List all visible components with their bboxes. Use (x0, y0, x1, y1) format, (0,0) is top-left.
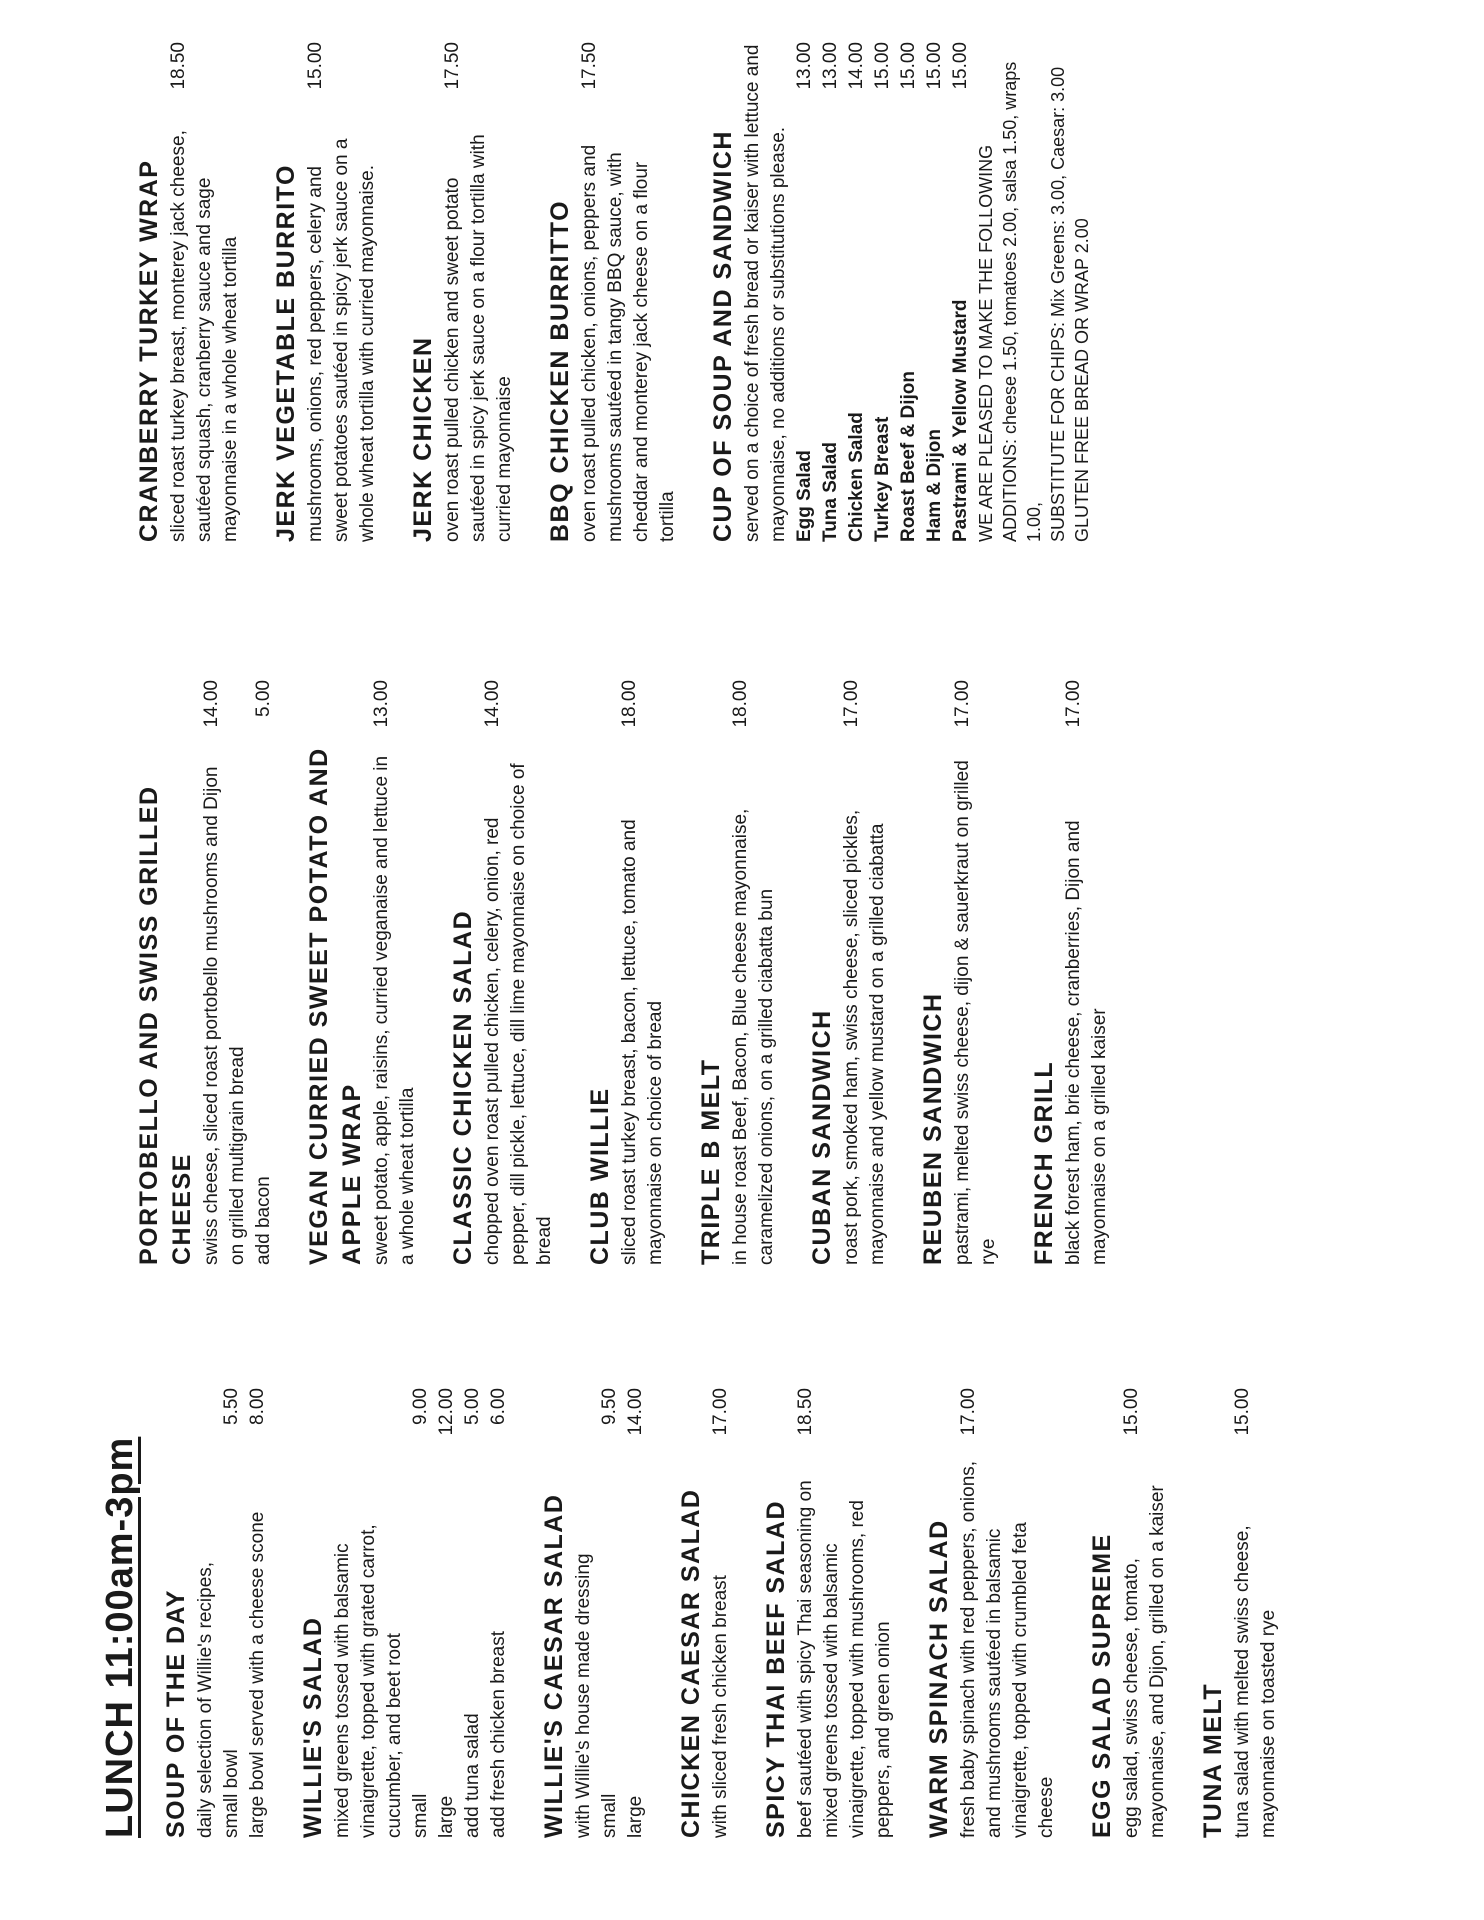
menu-item-description: add fresh chicken breast (488, 1630, 509, 1838)
menu-item-name: CRANBERRY TURKEY WRAP (135, 159, 163, 542)
menu-item (1028, 680, 1113, 1265)
menu-item-line (617, 680, 669, 1265)
menu-item-line (1230, 1388, 1282, 1838)
menu-item-name: WILLIE'S SALAD (299, 1616, 327, 1838)
menu-item-line (623, 1388, 649, 1838)
menu-note: GLUTEN FREE BREAD OR WRAP 2.00 (1072, 218, 1092, 542)
menu-item-description: in house roast Beef, Bacon, Blue cheese mayonnaise, caramelized onions, on a grilled ciabatta bun (730, 808, 777, 1265)
menu-item-price: 8.00 (247, 1388, 268, 1425)
menu-item (917, 680, 1002, 1265)
menu-item-line (369, 680, 421, 1265)
menu-item-price: 15.00 (1121, 1388, 1142, 1436)
menu-item-name: JERK CHICKEN (409, 336, 437, 542)
menu-item-description: chopped oven roast pulled chicken, celery, onion, red pepper, dill pickle, lettuce, dill lime mayonnaise on choice of bread (482, 763, 555, 1265)
menu-item-price: 9.50 (599, 1388, 620, 1425)
menu-item-name: WILLIE'S CAESAR SALAD (540, 1493, 568, 1838)
sandwich-option (870, 42, 896, 542)
sandwich-option-price: 15.00 (950, 42, 971, 90)
menu-item (447, 680, 558, 1265)
menu-item-description: small (599, 1793, 620, 1838)
menu-item-price: 17.50 (442, 42, 463, 90)
menu-item-price: 18.50 (168, 42, 189, 90)
menu-item-line (839, 680, 891, 1265)
menu-item-price: 17.00 (841, 680, 862, 728)
menu-item-description: egg salad, swiss cheese, tomato, mayonnaise, and Dijon, grilled on a kaiser (1121, 1485, 1168, 1838)
menu-item-description: large bowl served with a cheese scone (247, 1511, 268, 1838)
menu-item-description: small (410, 1793, 431, 1838)
menu-item-name: SOUP OF THE DAY (162, 1589, 190, 1838)
menu-item-description: daily selection of Willie's recipes, (195, 1561, 216, 1838)
menu-item-description: large (625, 1795, 646, 1838)
menu-item-description: add tuna salad (462, 1713, 483, 1838)
menu-item-name: CLUB WILLIE (586, 1087, 614, 1265)
menu-item-name: CUBAN SANDWICH (808, 1009, 836, 1265)
menu-item (806, 680, 891, 1265)
menu-item-name: FRENCH GRILL (1030, 1060, 1058, 1265)
menu-item-price: 9.00 (410, 1388, 431, 1425)
menu-item-price: 18.00 (619, 680, 640, 728)
menu-item-line (486, 1388, 512, 1838)
menu-item-line (597, 1388, 623, 1838)
sandwich-option-price: 13.00 (794, 42, 815, 90)
menu-item-name: REUBEN SANDWICH (919, 992, 947, 1265)
sandwich-option (896, 42, 922, 542)
page-title: LUNCH 11:00am-3pm (99, 1436, 141, 1838)
menu-item-line (728, 680, 780, 1265)
menu-item-price: 14.00 (482, 680, 503, 728)
menu-item-name: CUP OF SOUP AND SANDWICH (709, 130, 737, 542)
menu-item (544, 42, 681, 542)
sandwich-option-price: 15.00 (924, 42, 945, 90)
menu-item (270, 42, 381, 542)
menu-item (1086, 1388, 1171, 1838)
menu-item-line (1119, 1388, 1171, 1838)
menu-item-name: EGG SALAD SUPREME (1088, 1533, 1116, 1838)
menu-item (695, 680, 780, 1265)
menu-item-line (219, 1388, 245, 1838)
menu-item-price: 5.00 (253, 680, 274, 717)
menu-item-price: 17.00 (958, 1388, 979, 1436)
menu-item-description: beef sautéed with spicy Thai seasoning on mixed greens tossed with balsamic vinaigrette, topped with mushrooms, red peppers, and green onion (795, 1480, 894, 1838)
sandwich-option (818, 42, 844, 542)
menu-item-line (480, 680, 558, 1265)
menu-item-name: BBQ CHICKEN BURRITTO (546, 199, 574, 542)
menu-item-line (708, 1388, 734, 1838)
sandwich-option-label: Chicken Salad (846, 412, 867, 542)
menu-item-description: roast pork, smoked ham, swiss cheese, sliced pickles, mayonnaise and yellow mustard on a grilled ciabatta (841, 809, 888, 1265)
menu-item-price: 17.50 (579, 42, 600, 90)
menu-item-description: mushrooms, onions, red peppers, celery and sweet potatoes sautéed in spicy jerk sauce on a whole wheat tortilla with curried mayonnaise. (305, 138, 378, 542)
sandwich-option-price: 15.00 (898, 42, 919, 90)
menu-item-description: small bowl (221, 1749, 242, 1838)
menu-item-line (1061, 680, 1113, 1265)
menu-item-description: sliced roast turkey breast, bacon, lettuce, tomato and mayonnaise on choice of bread (619, 819, 666, 1265)
menu-item-name: WARM SPINACH SALAD (925, 1519, 953, 1838)
menu-item-line (440, 42, 518, 542)
sandwich-option-label: Pastrami & Yellow Mustard (950, 299, 971, 542)
menu-item (133, 42, 244, 542)
menu-item-price: 15.00 (1232, 1388, 1253, 1436)
sandwich-option-label: Tuna Salad (820, 442, 841, 542)
menu-item-name: CHICKEN CAESAR SALAD (677, 1488, 705, 1838)
sandwich-option (922, 42, 948, 542)
sandwich-option-label: Egg Salad (794, 450, 815, 542)
menu-item (160, 1388, 271, 1838)
menu-item-name: SPICY THAI BEEF SALAD (762, 1499, 790, 1838)
menu-item-name: VEGAN CURRIED SWEET POTATO AND APPLE WRAP (305, 747, 366, 1265)
menu-item-description: tuna salad with melted swiss cheese, mayonnaise on toasted rye (1232, 1525, 1279, 1838)
menu-item-name: TRIPLE B MELT (697, 1058, 725, 1265)
sandwich-option-label: Ham & Dijon (924, 429, 945, 542)
menu-item-price: 17.00 (710, 1388, 731, 1436)
menu-item (1197, 1388, 1282, 1838)
menu-item-line (950, 680, 1002, 1265)
sandwich-option-label: Roast Beef & Dijon (898, 370, 919, 542)
menu-item-description: served on a choice of fresh bread or kaiser with lettuce and mayonnaise, no additions or substitutions please. (742, 44, 789, 542)
menu-item-price: 13.00 (371, 680, 392, 728)
menu-item-description: fresh baby spinach with red peppers, onions, and mushrooms sautéed in balsamic vinaigrette, topped with crumbled feta cheese (958, 1460, 1057, 1838)
menu-item (538, 1388, 649, 1838)
menu-item-price: 17.00 (1063, 680, 1084, 728)
menu-item-price: 6.00 (488, 1388, 509, 1425)
menu-item-price: 5.50 (221, 1388, 242, 1425)
menu-item-name: CLASSIC CHICKEN SALAD (449, 909, 477, 1265)
menu-item-line (434, 1388, 460, 1838)
menu-item-line (571, 1388, 597, 1838)
sandwich-option-price: 15.00 (872, 42, 893, 90)
menu-item-description: sweet potato, apple, raisins, curried veganaise and lettuce in a whole wheat tortilla (371, 755, 418, 1265)
menu-item-line (793, 1388, 897, 1838)
menu-item-price: 14.00 (201, 680, 222, 728)
menu-item-description: oven roast pulled chicken and sweet potato sautéed in spicy jerk sauce on a flour tortilla with curried mayonnaise (442, 134, 515, 542)
menu-column-1 (100, 1388, 1308, 1838)
menu-item (675, 1388, 734, 1838)
menu-note: SUBSTITUTE FOR CHIPS: Mix Greens: 3.00, Caesar: 3.00 (1048, 66, 1068, 542)
menu-item-price: 12.00 (436, 1388, 457, 1436)
menu-column-3 (133, 42, 1120, 542)
menu-item-description: pastrami, melted swiss cheese, dijon & sauerkraut on grilled rye (952, 760, 999, 1265)
menu-item-line (460, 1388, 486, 1838)
menu-item-line (303, 42, 381, 542)
sandwich-option (844, 42, 870, 542)
menu-item-line (166, 42, 244, 542)
menu-item-description: large (436, 1795, 457, 1838)
menu-item-price: 17.00 (952, 680, 973, 728)
menu-item-description: oven roast pulled chicken, onions, peppers and mushrooms sautéed in tangy BBQ sauce, with cheddar and monterey jack cheese on a flour tortilla (579, 144, 678, 542)
menu-item-price: 18.00 (730, 680, 751, 728)
menu-item (923, 1388, 1060, 1838)
menu-item-line (251, 680, 277, 1265)
soup-sandwich-section (707, 42, 1094, 542)
menu-item-description: mixed greens tossed with balsamic vinaigrette, topped with grated carrot, cucumber, and beet root (332, 1524, 405, 1838)
menu-item-name: PORTOBELLO AND SWISS GRILLED CHEESE (135, 785, 196, 1265)
menu-item (297, 1388, 512, 1838)
menu-item-line (245, 1388, 271, 1838)
sandwich-option (792, 42, 818, 542)
menu-note: WE ARE PLEASED TO MAKE THE FOLLOWING ADDITIONS: cheese 1.50, tomatoes 2.00, salsa 1.50, wraps 1.00, (976, 61, 1044, 542)
menu-item-description: with sliced fresh chicken breast (710, 1575, 731, 1838)
menu-item (303, 680, 421, 1265)
menu-item-line (408, 1388, 434, 1838)
menu-item-price: 5.00 (462, 1388, 483, 1425)
sandwich-option (948, 42, 974, 542)
menu-item-description: sliced roast turkey breast, monterey jack cheese, sautéed squash, cranberry sauce and sage mayonnaise in a whole wheat tortilla (168, 130, 241, 542)
menu-item-description: with Willie's house made dressing (573, 1553, 594, 1838)
menu-item (584, 680, 669, 1265)
menu-item-name: TUNA MELT (1199, 1682, 1227, 1838)
sandwich-option-price: 14.00 (846, 42, 867, 90)
menu-item-description: swiss cheese, sliced roast portobello mushrooms and Dijon on grilled multigrain bread (201, 766, 248, 1265)
menu-item-line (956, 1388, 1060, 1838)
menu-item (760, 1388, 897, 1838)
sandwich-option-label: Turkey Breast (872, 416, 893, 542)
menu-item-description: add bacon (253, 1176, 274, 1265)
menu-item (133, 680, 277, 1265)
menu-item-description: black forest ham, brie cheese, cranberries, Dijon and mayonnaise on a grilled kaiser (1063, 820, 1110, 1265)
sandwich-option-price: 13.00 (820, 42, 841, 90)
menu-item-price: 14.00 (625, 1388, 646, 1436)
menu-item-price: 15.00 (305, 42, 326, 90)
menu-item-line (330, 1388, 408, 1838)
menu-item-line (577, 42, 681, 542)
menu-column-2 (133, 680, 1139, 1265)
menu-item-name: JERK VEGETABLE BURRITO (272, 164, 300, 542)
menu-item (407, 42, 518, 542)
menu-item-line (199, 680, 251, 1265)
menu-item-line (193, 1388, 219, 1838)
menu-item-price: 18.50 (795, 1388, 816, 1436)
